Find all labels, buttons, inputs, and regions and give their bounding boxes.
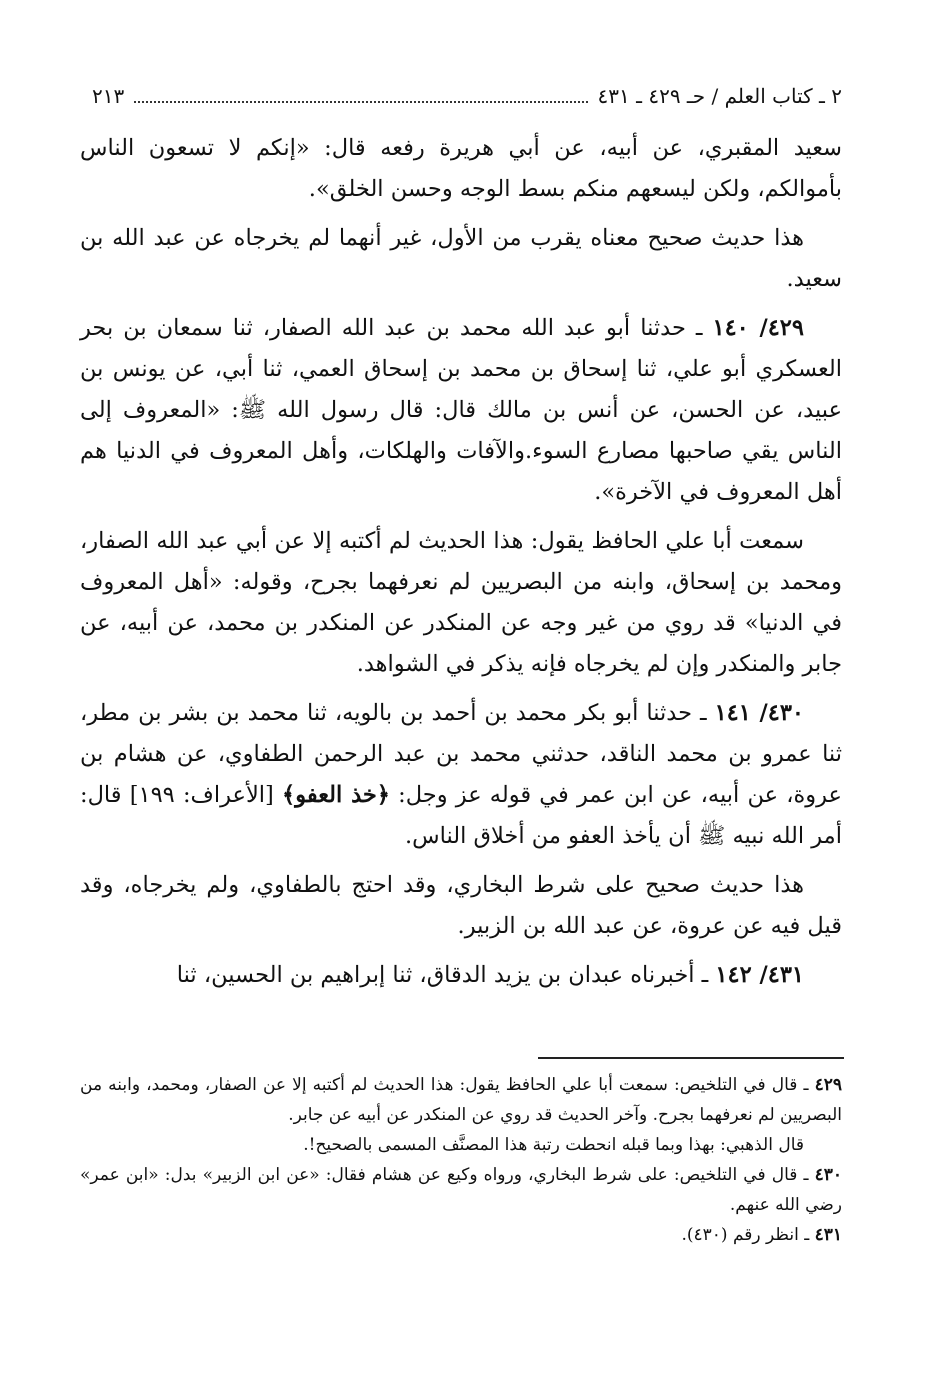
running-title: ٢ ـ كتاب العلم / حـ ٤٢٩ ـ ٤٣١	[597, 84, 842, 108]
header-dot-leader	[134, 101, 587, 103]
paragraph-commentary-430: هذا حديث صحيح على شرط البخاري، وقد احتج بالطفاوي، ولم يخرجاه، وقد قيل فيه عن عروة، عن عبد الله بن الزبير.	[80, 872, 842, 939]
footnote-430	[80, 1160, 842, 1220]
hadith-429	[80, 308, 842, 513]
page-number: ٢١٣	[92, 84, 125, 108]
footnote-separator	[538, 1057, 844, 1059]
footnote-text: ـ قال في التلخيص: سمعت أبا علي الحافظ يقول: هذا الحديث لم أكتبه إلا عن الصفار، ومحمد، وابنه من البصريين لم نعرفهما بجرح. وآخر الحديث قد روي عن المنكدر عن أبيه عن جابر.	[80, 1075, 842, 1125]
hadith-text-cont: [الأعراف: ١٩٩] قال: أمر الله نبيه ﷺ أن يأخذ العفو من أخلاق الناس.	[80, 782, 842, 849]
page-header	[92, 80, 842, 112]
footnote-number: ٤٣١	[814, 1225, 842, 1245]
hadith-text: ـ حدثنا أبو بكر محمد بن أحمد بن بالويه، ثنا محمد بن بشر بن مطر، ثنا عمرو بن محمد الناقد، حدثني محمد بن عبد الرحمن الطفاوي، عن هشام بن عروة، عن أبيه، عن ابن عمر في قوله عز وجل:	[80, 700, 842, 808]
footnotes	[80, 1070, 842, 1250]
hadith-text: ـ حدثنا أبو عبد الله محمد بن عبد الله الصفار، ثنا سمعان بن بحر العسكري أبو علي، ثنا إسحاق بن محمد بن إسحاق العمي، ثنا أبي، عن يونس بن عبيد، عن الحسن، عن أنس بن مالك قال: قال رسول الله ﷺ: «المعروف إلى الناس يقي صاحبها مصارع السوء.والآفات والهلكات، وأهل المعروف في الدنيا هم أهل المعروف في الآخرة».	[80, 315, 842, 505]
quran-quote: ﴿خذ العفو﴾	[282, 782, 390, 808]
paragraph-1: سعيد المقبري، عن أبيه، عن أبي هريرة رفعه قال: «إنكم لا تسعون الناس بأموالكم، ولكن ليسعهم منكم بسط الوجه وحسن الخلق».	[80, 135, 842, 202]
paragraph-commentary-429: سمعت أبا علي الحافظ يقول: هذا الحديث لم أكتبه إلا عن أبي عبد الله الصفار، ومحمد بن إسحاق، وابنه من البصريين لم نعرفهما بجرح، وقوله: «أهل المعروف في الدنيا» قد روي من غير وجه عن المنكدر عن المنكدر بن محمد، عن أبيه، عن جابر والمنكدر وإن لم يخرجاه فإنه يذكر في الشواهد.	[80, 528, 842, 677]
footnote-number: ٤٢٩	[814, 1075, 842, 1095]
hadith-430	[80, 693, 842, 857]
footnote-number: ٤٣٠	[814, 1165, 842, 1185]
hadith-number: ٤٣٠/ ١٤١	[714, 700, 804, 726]
hadith-text: ـ أخبرناه عبدان بن يزيد الدقاق، ثنا إبراهيم بن الحسين، ثنا	[176, 962, 716, 988]
paragraph-2: هذا حديث صحيح معناه يقرب من الأول، غير أنهما لم يخرجاه عن عبد الله بن سعيد.	[80, 225, 842, 292]
footnote-429-note: قال الذهبي: بهذا وبما قبله انحطت رتبة هذا المصنَّف المسمى بالصحيح!.	[303, 1135, 804, 1155]
hadith-431	[80, 955, 842, 996]
main-text	[80, 128, 842, 1004]
footnote-431	[80, 1220, 842, 1250]
footnote-text: ـ قال في التلخيص: على شرط البخاري، ورواه وكيع عن هشام فقال: «عن ابن الزبير» بدل: «ابن عمر» رضي الله عنهم.	[80, 1165, 842, 1215]
footnote-text: ـ انظر رقم (٤٣٠).	[681, 1225, 815, 1245]
hadith-number: ٤٢٩/ ١٤٠	[712, 315, 804, 341]
hadith-number: ٤٣١/ ١٤٢	[715, 962, 804, 988]
footnote-429	[80, 1070, 842, 1130]
